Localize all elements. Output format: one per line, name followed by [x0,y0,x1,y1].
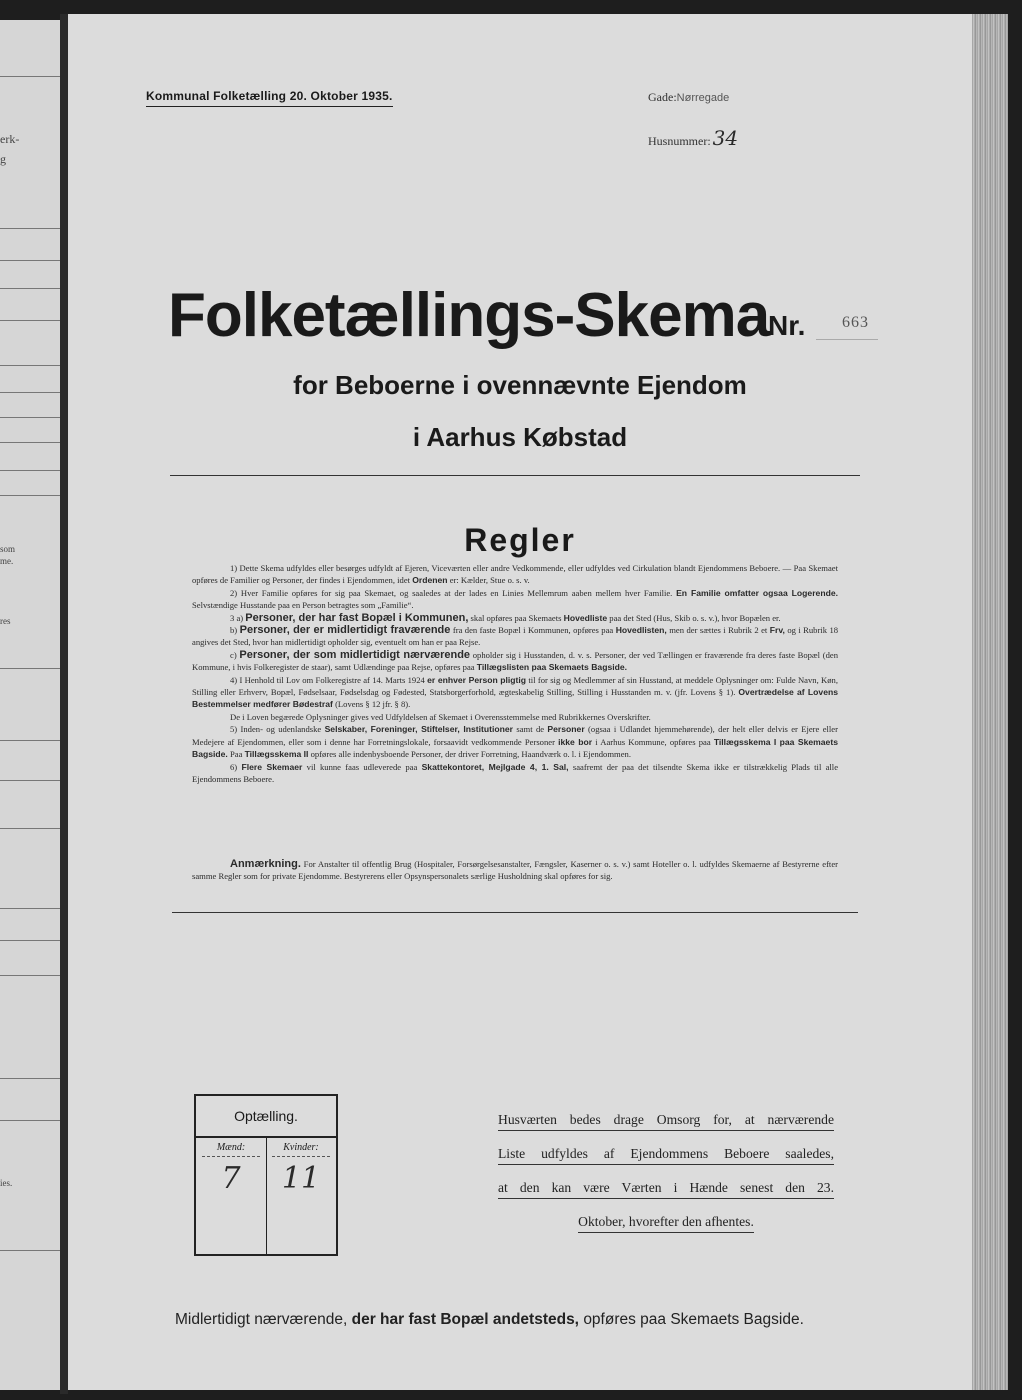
men-count-column [196,1138,267,1254]
rule-4b: De i Loven begærede Oplysninger gives ved Udfyldelsen af Skemaet i Overensstemmelse med Rubrikkernes Overskrifter. [230,711,651,722]
remark [192,858,838,883]
left-page-fragment: res [0,616,11,626]
men-count-value: 7 [221,1161,241,1196]
rules-text [192,562,838,785]
women-count-value: 11 [281,1161,321,1196]
count-box [194,1094,338,1256]
notice-line-2: Liste udfyldes af Ejendommens Beboere saaledes, [498,1146,834,1165]
notice-line-4: Oktober, hvorefter den afhentes. [578,1214,754,1233]
divider-top [170,475,860,476]
form-number-value: 663 [842,314,869,331]
census-header [146,89,393,103]
notice-line-1: Husværten bedes drage Omsorg for, at nærværende [498,1112,834,1131]
left-page-fragment: g [0,152,6,166]
rule-5: 5) Inden- og udenlandske Selskaber, Foreninger, Stiftelser, Institutioner samt de Personer (ogsaa i Udlandet hjemmehørende), der helt eller delvis er Ejere eller Medejere af Ejendommen, eller som i denne har Forretningslokale, forsaavidt vedkommende Personer ikke bor i Aarhus Kommune, opføres paa Tillægsskema I paa Skemaets Bagside. Paa Tillægsskema II opføres alle indenbysboende Personer, der driver Forretning, Haandværk o. l. i Ejendommen. [192,724,838,760]
women-count-column [266,1138,336,1254]
book-gutter [60,14,68,1394]
street-value: Nørregade [676,92,730,104]
landlord-notice [498,1112,834,1248]
footer-note: Midlertidigt nærværende, der har fast Bopæl andetsteds, opføres paa Skemaets Bagside. [175,1311,804,1328]
rule-3c: c) Personer, der som midlertidigt nærværende opholder sig i Husstanden, d. v. s. Personer, der ved Tællingen er fraværende fra deres faste Bopæl (den Kommune, i hvis Folkeregister de staar), samt Udlændinge paa Rejse, opføres paa Tillægslisten paa Skemaets Bagside. [192,648,838,673]
street-label: Gade: [648,90,677,104]
rule-4: 4) I Henhold til Lov om Folkeregistre af 14. Marts 1924 er enhver Person pligtig til for sig og Medlemmer af sin Husstand, at meddele Oplysninger om: Fulde Navn, Køn, Stilling eller Erhverv, Bopæl, Fødselsaar, Fødselsdag og Fødested, Statsborgerforhold, ægteskabelig Stilling, Stilling i Husstanden m. v. (jfr. Lovens § 1). Overtrædelse af Lovens Bestemmelser medfører Bødestraf (Lovens § 12 jfr. § 8). [192,674,839,710]
rule-2: 2) Hver Familie opføres for sig paa Skemaet, og saaledes at der lades en Linies Mellemrum aaben mellem hver Familie. En Familie omfatter ogsaa Logerende. Selvstændige Husstande paa en Person betragtes som „Familie“. [192,587,838,611]
previous-page-edge [0,20,60,1390]
count-title: Optælling. [234,1108,298,1124]
notice-line-3: at den kan være Værten i Hænde senest den 23. [498,1180,834,1199]
left-page-fragment: ies. [0,1178,13,1188]
remark-text: For Anstalter til offentlig Brug (Hospitaler, Forsørgelsesanstalter, Fængsler, Kaserner o. s. v.) samt Hoteller o. l. udfyldes Skemaerne af Bestyrerne efter samme Regler som for private Ejendomme. Bestyrerens eller Opsynspersonalets særlige Husholdning skal opføres for sig. [192,859,838,882]
house-number-value: 34 [712,126,739,150]
form-title: Folketællings-Skema [168,281,770,350]
left-page-fragment: som [0,544,16,554]
women-label: Kvinder: [272,1142,330,1157]
left-page-fragment: me. [0,556,14,566]
page-stack-edge [972,14,1008,1390]
census-form-page [68,14,972,1390]
form-number-line [816,339,878,340]
rule-3b: b) Personer, der er midlertidigt fraværende fra den faste Bopæl i Kommunen, opføres paa Hovedlisten, men der sættes i Rubrik 2 et Frv, og i Rubrik 18 angives det Sted, hvor han midlertidigt opholder sig, eventuelt om han er paa Rejse. [192,624,839,648]
street-field [648,90,729,105]
form-subtitle-2: i Aarhus Købstad [412,422,628,452]
divider-bottom [172,912,858,913]
rule-1: 1) Dette Skema udfyldes eller besørges udfyldt af Ejeren, Viceværten eller andre Vedkommende, eller udfyldes ved Cirkulation blandt Ejendommens Beboere. — Paa Skemaet opføres de Familier og Personer, der findes i Ejendommen, idet Ordenen er: Kælder, Stue o. s. v. [192,563,838,586]
house-number-label: Husnummer: [648,134,711,148]
house-number-field [648,126,738,150]
rule-3a: 3 a) Personer, der har fast Bopæl i Kommunen, skal opføres paa Skemaets Hovedliste paa det Sted (Hus, Skib o. s. v.), hvor Bopælen er. [230,611,781,624]
census-line: Kommunal Folketælling 20. Oktober 1935. [146,89,393,103]
form-subtitle-1: for Beboerne i ovennævnte Ejendom [293,370,747,400]
remark-label: Anmærkning. [230,858,301,870]
form-number-label: Nr. [768,310,806,341]
left-page-fragment: erk- [0,132,20,146]
rules-heading: Regler [464,522,576,558]
men-label: Mænd: [202,1142,260,1157]
rule-6: 6) Flere Skemaer vil kunne faas udleverede paa Skattekontoret, Mejlgade 4, 1. Sal, saafremt der paa det tilsendte Skema ikke er tilstrækkelig Plads til alle Ejendommens Beboere. [192,761,839,784]
